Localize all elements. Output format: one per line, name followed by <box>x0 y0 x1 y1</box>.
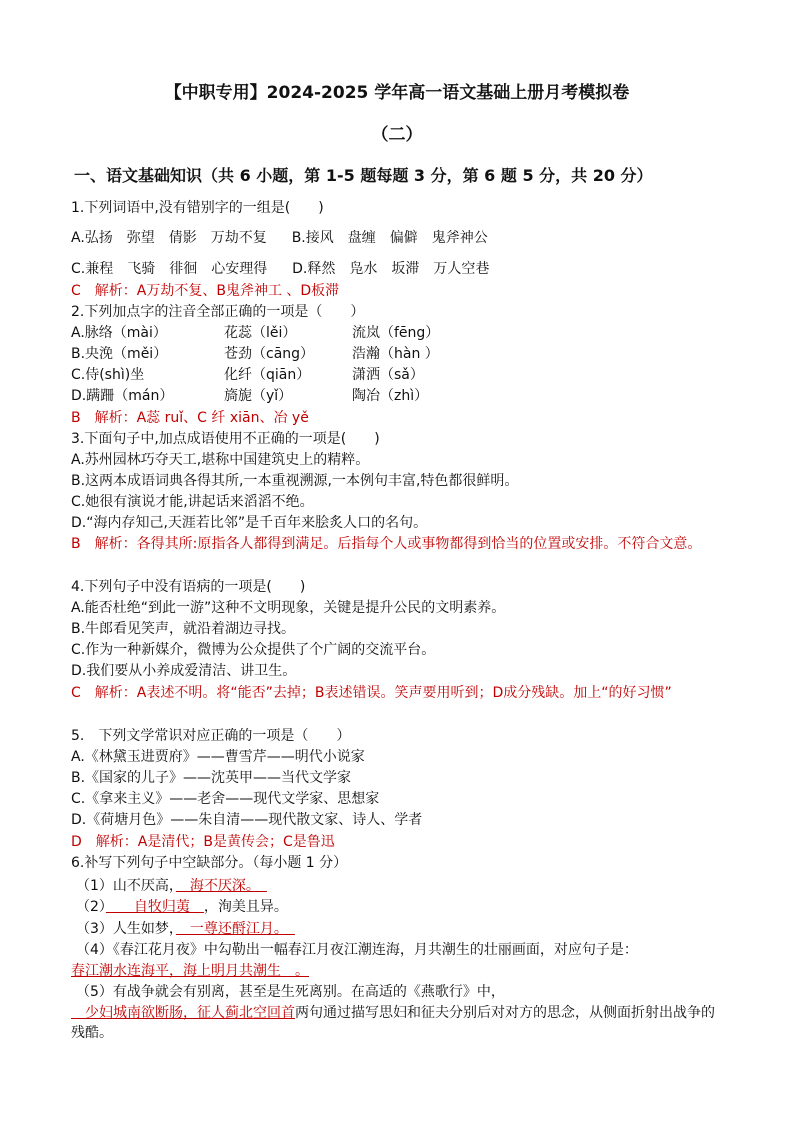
q6-3-answer: 一尊还酹江月。 <box>175 921 295 937</box>
q6-item-4-answer-line <box>71 961 309 981</box>
q3-option-c: C.她很有演说才能,讲起话来滔滔不绝。 <box>71 494 314 510</box>
q4-option-c: C.作为一种新媒介，微博为公众提供了个广阔的交流平台。 <box>71 642 436 658</box>
q6-1-answer: 海不厌深。 <box>175 878 267 894</box>
q1-options-ab <box>71 228 488 248</box>
q5-option-d: D.《荷塘月色》——朱自清——现代散文家、诗人、学者 <box>71 812 423 828</box>
q6-3-prompt: （3）人生如梦， <box>76 921 176 937</box>
exam-title: 【中职专用】2024-2025 学年高一语文基础上册月考模拟卷 <box>164 83 630 103</box>
q5-stem: 5. 下列文学常识对应正确的一项是（ ） <box>71 728 351 744</box>
q6-item-4: （4）《春江花月夜》中勾勒出一幅春江月夜江潮连海，月共潮生的壮丽画面，对应句子是： <box>76 942 638 958</box>
q6-2-prompt: （2） <box>76 899 106 915</box>
q4-answer: C 解析：A表述不明。将“能否”去掉；B表述错误。笑声要用听到；D成分残缺。加上“的好习惯” <box>71 685 672 701</box>
q6-5-prompt: （5）有战争就会有别离，甚至是生死离别。在高适的《燕歌行》中， <box>76 984 505 1000</box>
q2-cell: 花蕊（lěi） <box>224 325 297 341</box>
section-heading: 一、语文基础知识（共 6 小题，第 1-5 题每题 3 分，第 6 题 5 分，共 20 分） <box>74 166 653 185</box>
exam-subtitle: （二） <box>371 125 423 145</box>
q6-item-3 <box>76 919 295 939</box>
q1-option-c: C.兼程 飞骑 徘徊 心安理得 <box>71 261 268 277</box>
q5-answer: D 解析：A是清代；B是黄传会；C是鲁迅 <box>71 834 335 850</box>
q4-stem: 4.下列句子中没有语病的一项是( ) <box>71 579 306 595</box>
q5-option-b: B.《国家的儿子》——沈英甲——当代文学家 <box>71 770 352 786</box>
q6-item-2 <box>76 897 288 917</box>
q6-5-suffix: 两句通过描写思妇和征夫分别后对对方的思念，从侧面折射出战争的残酷。 <box>71 1005 715 1041</box>
q4-option-d: D.我们要从小养成爱清洁、讲卫生。 <box>71 663 297 679</box>
q6-2-answer: 自牧归荑 <box>105 899 204 915</box>
q2-answer: B 解析：A蕊 ruǐ、C 纤 xiān、冶 yě <box>71 410 309 426</box>
q6-4-answer: 春江潮水连海平，海上明月共潮生 。 <box>71 963 309 979</box>
q1-stem: 1.下列词语中,没有错别字的一组是( ) <box>71 200 324 216</box>
q2-stem: 2.下列加点字的注音全部正确的一项是（ ） <box>71 304 365 320</box>
q3-stem: 3.下面句子中,加点成语使用不正确的一项是( ) <box>71 431 380 447</box>
q2-cell: 苍劲（cāng） <box>224 346 315 362</box>
q2-row-c <box>71 365 424 385</box>
q2-cell: 化纤（qiān） <box>224 367 311 383</box>
q2-cell: 流岚（fēng） <box>352 325 440 341</box>
q6-5-answer: 少妇城南欲断肠，征人蓟北空回首 <box>71 1005 295 1021</box>
q5-option-c: C.《拿来主义》——老舍——现代文学家、思想家 <box>71 791 380 807</box>
q6-2-suffix: ，洵美且异。 <box>203 899 288 915</box>
q2-cell: B.央浼（měi） <box>71 346 168 362</box>
q3-option-a: A.苏州园林巧夺天工,堪称中国建筑史上的精粹。 <box>71 452 370 468</box>
q3-option-b: B.这两本成语词典各得其所,一本重视溯源,一本例句丰富,特色都很鲜明。 <box>71 473 519 489</box>
q2-cell: 浩瀚（hàn ） <box>352 346 439 362</box>
q3-answer: B 解析：各得其所:原指各人都得到满足。后指每个人或事物都得到恰当的位置或安排。不符合文意。 <box>71 536 702 552</box>
q1-answer: C 解析：A万劫不复、B鬼斧神工 、D板滞 <box>71 283 340 299</box>
q2-cell: C.侍(shì)坐 <box>71 367 145 383</box>
q4-option-b: B.牛郎看见笑声，就沿着湖边寻找。 <box>71 621 296 637</box>
q2-cell: A.脉络（mài） <box>71 325 167 341</box>
q6-stem: 6.补写下列句子中空缺部分。（每小题 1 分） <box>71 855 348 871</box>
q6-item-5-continued <box>71 1003 723 1043</box>
q2-cell: 陶冶（zhì） <box>352 388 429 404</box>
q6-item-1 <box>76 876 267 896</box>
q4-option-a: A.能否杜绝“到此一游”这种不文明现象，关键是提升公民的文明素养。 <box>71 600 506 616</box>
q2-cell: D.蹒跚（mán） <box>71 388 174 404</box>
q1-option-d: D.释然 凫水 坂滞 万人空巷 <box>292 261 490 277</box>
q1-option-b: B.接风 盘缠 偏僻 鬼斧神公 <box>291 230 488 246</box>
q6-item-5 <box>76 982 505 1002</box>
q2-row-b <box>71 344 439 364</box>
q1-option-a: A.弘扬 弥望 倩影 万劫不复 <box>71 230 267 246</box>
q5-option-a: A.《林黛玉进贾府》——曹雪芹——明代小说家 <box>71 749 365 765</box>
q2-row-d <box>71 386 428 406</box>
q6-1-prompt: （1）山不厌高， <box>76 878 176 894</box>
q2-cell: 潇洒（sǎ） <box>352 367 424 383</box>
q1-options-cd <box>71 259 489 279</box>
q2-row-a <box>71 323 439 343</box>
q3-option-d: D.“海内存知己,天涯若比邻”是千百年来脍炙人口的名句。 <box>71 515 428 531</box>
q2-cell: 旖旎（yǐ） <box>224 388 293 404</box>
